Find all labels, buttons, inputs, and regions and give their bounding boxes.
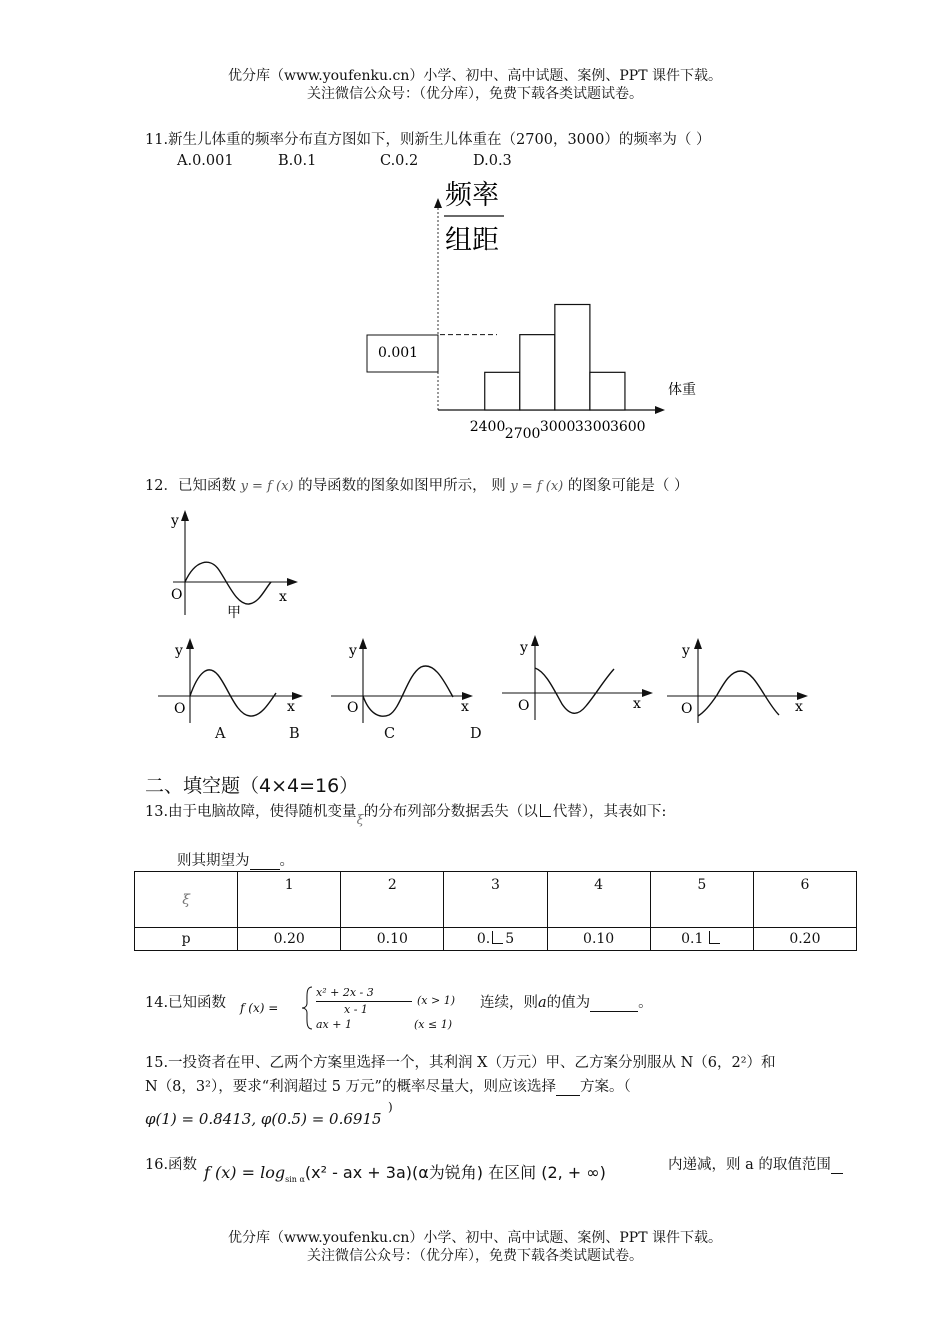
q13-stem-c: 代替），其表如下: <box>552 804 667 820</box>
table-row <box>135 928 857 951</box>
histogram-chart <box>360 172 720 447</box>
x-tick-label: 3300 <box>574 419 611 435</box>
x-tick-label: 2700 <box>504 426 541 442</box>
footer-line-2: 关注微信公众号：（优分库），免费下载各类试题试卷。 <box>307 1248 643 1264</box>
q15-answer-blank[interactable] <box>556 1079 580 1096</box>
histogram-bar <box>520 335 555 410</box>
missing-square-icon <box>709 931 720 944</box>
q15-line-3: φ(1) = 0.8413, φ(0.5) = 0.6915 <box>145 1110 382 1128</box>
svg-text:x: x <box>795 699 803 715</box>
q16-formula: f $(x) = \log_{sin \alpha}(x^2$ - ax + 3a)(α为锐角) 在区间 (2, + ∞) <box>204 1163 606 1185</box>
q13-answer-blank[interactable] <box>250 853 280 870</box>
y-label-bottom: 组距 <box>445 225 499 256</box>
svg-text:x: x <box>461 699 469 715</box>
svg-text:O: O <box>681 701 693 717</box>
svg-text:y: y <box>175 643 183 659</box>
axis-x-label: x <box>279 589 287 605</box>
svg-text:O: O <box>174 701 186 717</box>
table-cell: 0.20 <box>238 928 341 951</box>
q12-label-d: D <box>470 726 482 742</box>
q14-cond-2: (x ≤ 1) <box>414 1018 452 1031</box>
q11-option-b: B.0.1 <box>278 153 317 169</box>
footer-line-1: 优分库（www.youfenku.cn）小学、初中、高中试题、案例、PPT 课件下载。 <box>227 1230 722 1246</box>
header-line-2: 关注微信公众号：（优分库），免费下载各类试题试卷。 <box>307 86 643 102</box>
table-cell: 6 <box>753 872 856 928</box>
q12-func-2: y = f (x) <box>510 479 564 494</box>
q12-label-c: C <box>384 726 396 742</box>
q14-fraction-bar <box>316 1001 412 1002</box>
q14-fx: f (x) = <box>240 1001 279 1015</box>
table-cell: 0.1 <box>650 928 753 951</box>
q11-option-a: A.0.001 <box>177 153 234 169</box>
graph-jia-label: 甲 <box>227 605 241 621</box>
distribution-table <box>134 871 857 951</box>
y-arrow-icon <box>181 510 189 521</box>
q13-stem <box>145 800 667 828</box>
q14-piece-2: ax + 1 <box>316 1018 352 1031</box>
svg-text:y: y <box>349 643 357 659</box>
table-cell: 0.10 <box>547 928 650 951</box>
q13-stem-b: 的分布列部分数据丢失（以 <box>363 804 538 820</box>
q15-line-2: N（8，3²），要求“利润超过 5 万元”的概率尽量大，则应该选择 方案。（ <box>145 1079 631 1095</box>
q13-stem-a: 13.由于电脑故障，使得随机变量 <box>145 804 357 820</box>
q11-stem: 11.新生儿体重的频率分布直方图如下，则新生儿体重在（2700，3000）的频率为（ ） <box>145 132 711 148</box>
missing-square-icon <box>492 931 503 944</box>
x-tick-label: 3600 <box>609 419 646 435</box>
table-row <box>135 872 857 928</box>
q14-answer-blank[interactable] <box>590 995 638 1012</box>
histogram-bar <box>590 372 625 410</box>
q13-xi: ξ <box>356 813 364 828</box>
q12-func-1: y = f (x) <box>240 479 294 494</box>
missing-square-icon <box>540 804 551 817</box>
q14-stem-rest: 连续，则a的值为 。 <box>480 995 653 1011</box>
derivative-curve <box>185 562 271 604</box>
y-axis-arrow-icon <box>434 198 442 208</box>
q14-stem-a: 14.已知函数 <box>145 995 227 1011</box>
graph-option-b <box>325 635 490 730</box>
svg-text:O: O <box>347 700 359 716</box>
q16-stem-b: 内递减，则 a 的取值范围 <box>668 1153 843 1174</box>
y-label-top: 频率 <box>445 180 499 211</box>
table-cell: 0. 5 <box>444 928 547 951</box>
table-cell: 4 <box>547 872 650 928</box>
q12-label-a: A <box>215 726 226 742</box>
table-cell: 0.10 <box>341 928 444 951</box>
q12-label-b: B <box>289 726 300 742</box>
q16-answer-blank[interactable] <box>831 1157 843 1174</box>
svg-text:x: x <box>633 696 641 712</box>
table-cell: 0.20 <box>753 928 856 951</box>
q14-piece-1: x² + 2x - 3 <box>316 986 374 999</box>
x-tick-label: 3000 <box>539 419 576 435</box>
x-arrow-icon <box>287 578 298 586</box>
q12-stem-b: 的导函数的图象如图甲所示， 则 <box>298 478 506 494</box>
x-axis-label: 体重 <box>668 382 696 398</box>
q12-stem-a: 12．已知函数 <box>145 478 236 494</box>
histogram-bar <box>555 305 590 411</box>
table-cell-xi: ξ <box>135 872 238 928</box>
graph-option-a <box>150 635 315 730</box>
q15-line-3-close: ) <box>388 1100 393 1114</box>
annotation-label: 0.001 <box>378 345 419 361</box>
q15-line-1: 15.一投资者在甲、乙两个方案里选择一个，其利润 X（万元）甲、乙方案分别服从 N（6，2²）和 <box>145 1055 776 1071</box>
graph-option-d <box>665 635 825 730</box>
table-cell: 1 <box>238 872 341 928</box>
q12-stem-c: 的图象可能是（ ） <box>567 478 689 494</box>
axis-y-label: y <box>171 513 179 529</box>
q11-option-c: C.0.2 <box>380 153 419 169</box>
table-cell: 3 <box>444 872 547 928</box>
q16-stem-a: 16.函数 <box>145 1157 198 1173</box>
q14-brace-icon <box>300 985 314 1031</box>
q14-piece-1-den: x - 1 <box>344 1003 368 1016</box>
graph-jia <box>155 505 315 625</box>
origin-label: O <box>171 587 183 603</box>
histogram-bar <box>485 372 520 410</box>
section-2-title: 二、填空题（4×4=16） <box>145 775 359 797</box>
q14-cond-1: (x > 1) <box>417 994 455 1007</box>
x-tick-label: 2400 <box>469 419 506 435</box>
svg-text:O: O <box>518 698 530 714</box>
x-axis-arrow-icon <box>655 406 665 414</box>
graph-option-c <box>500 632 665 727</box>
q12-stem <box>145 474 688 495</box>
table-cell: 5 <box>650 872 753 928</box>
svg-text:y: y <box>520 640 528 656</box>
svg-text:y: y <box>682 643 690 659</box>
header-line-1: 优分库（www.youfenku.cn）小学、初中、高中试题、案例、PPT 课件下载。 <box>227 68 722 84</box>
table-cell-p: p <box>135 928 238 951</box>
q13-expectation: 则其期望为 。 <box>177 853 294 869</box>
table-cell: 2 <box>341 872 444 928</box>
svg-text:x: x <box>287 699 295 715</box>
q11-option-d: D.0.3 <box>473 153 512 169</box>
